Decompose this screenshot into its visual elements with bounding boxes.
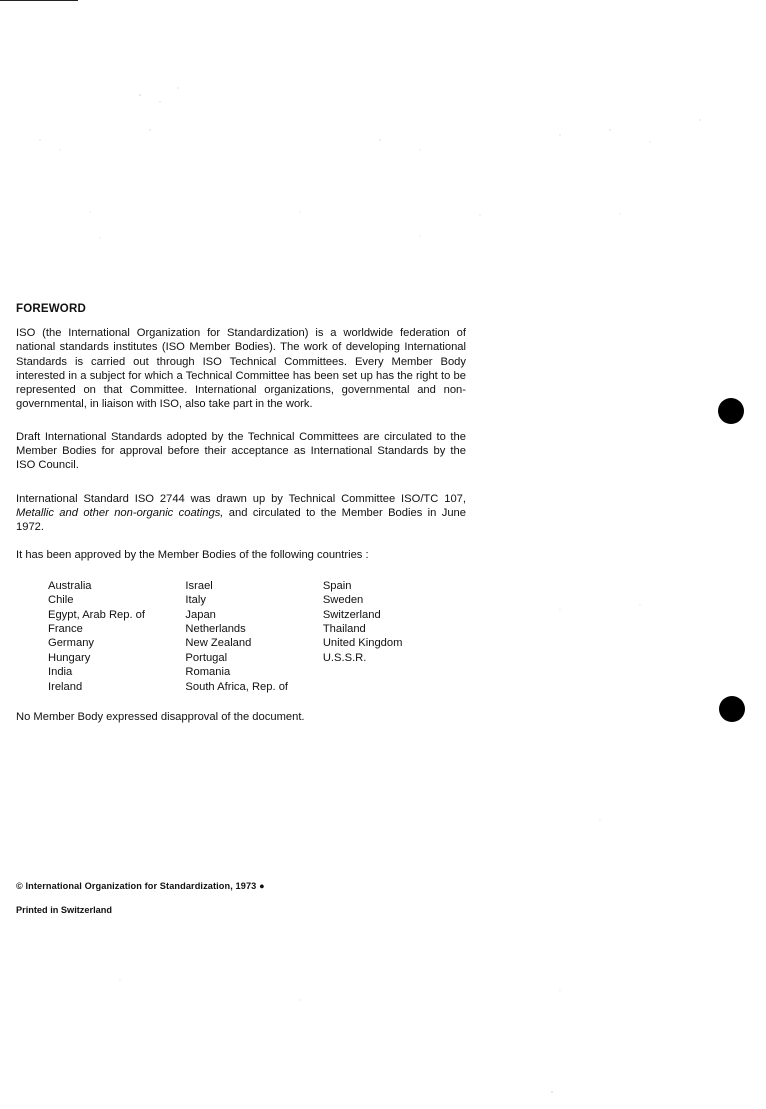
country-item: Spain bbox=[322, 579, 352, 592]
printed-in-notice: Printed in Switzerland bbox=[16, 905, 112, 915]
paragraph-standard-origin-start: International Standard ISO 2744 was drawn up by Technical Committee ISO/TC 107, bbox=[16, 492, 466, 505]
country-item: France bbox=[48, 623, 83, 636]
country-item: Romania bbox=[185, 666, 231, 679]
country-item: Japan bbox=[185, 608, 216, 621]
country-item: South Africa, Rep. of bbox=[185, 680, 289, 693]
paragraph-iso-intro: ISO (the International Organization for Standardization) is a worldwide federation of national standards institutes (ISO Member Bodies). The work of developing International Standards is carried out through ISO Technical Committees. Every Member Body interested in a subject for which a Technical Committee has been set up has the right to be represented on that Committee. International organizations, governmental and non-governmental, in liaison with ISO, also take part in the work. bbox=[16, 327, 466, 411]
country-item: Israel bbox=[185, 579, 213, 592]
country-item: India bbox=[48, 666, 73, 679]
country-item: Thailand bbox=[322, 623, 366, 636]
country-item: Italy bbox=[185, 594, 206, 607]
country-item: Australia bbox=[48, 579, 92, 592]
country-item: Sweden bbox=[322, 594, 364, 607]
punch-hole-lower bbox=[719, 696, 745, 722]
paragraph-standard-origin bbox=[16, 492, 466, 535]
country-item: Netherlands bbox=[185, 623, 246, 636]
punch-hole-upper bbox=[718, 398, 744, 424]
country-item: Egypt, Arab Rep. of bbox=[48, 608, 146, 621]
foreword-section bbox=[16, 303, 466, 724]
paragraph-standard-origin-end: and circulated to the Member Bodies in June 1972. bbox=[16, 506, 466, 534]
top-rule bbox=[0, 0, 78, 1]
country-item: Chile bbox=[48, 594, 74, 607]
countries-column-2 bbox=[185, 579, 322, 694]
country-item: Portugal bbox=[185, 651, 228, 664]
country-item: Switzerland bbox=[322, 608, 381, 621]
country-item: Ireland bbox=[48, 680, 83, 693]
paragraph-no-disapproval: No Member Body expressed disapproval of the document. bbox=[16, 711, 305, 724]
countries-column-1 bbox=[48, 579, 185, 694]
copyright-notice: © International Organization for Standardization, 1973 ● bbox=[16, 881, 265, 891]
country-item: Hungary bbox=[48, 651, 91, 664]
committee-title: Metallic and other non-organic coatings, bbox=[16, 506, 224, 519]
country-item: United Kingdom bbox=[322, 637, 403, 650]
country-item: New Zealand bbox=[185, 637, 252, 650]
countries-column-3 bbox=[323, 579, 466, 694]
paragraph-draft-standards: Draft International Standards adopted by the Technical Committees are circulated to the Member Bodies for approval before their acceptance as International Standards by the ISO Council. bbox=[16, 430, 466, 472]
country-item: Germany bbox=[48, 637, 95, 650]
paragraph-approval: It has been approved by the Member Bodies of the following countries : bbox=[16, 548, 369, 561]
countries-list bbox=[16, 579, 466, 694]
foreword-heading: FOREWORD bbox=[16, 303, 86, 315]
country-item: U.S.S.R. bbox=[322, 651, 367, 664]
